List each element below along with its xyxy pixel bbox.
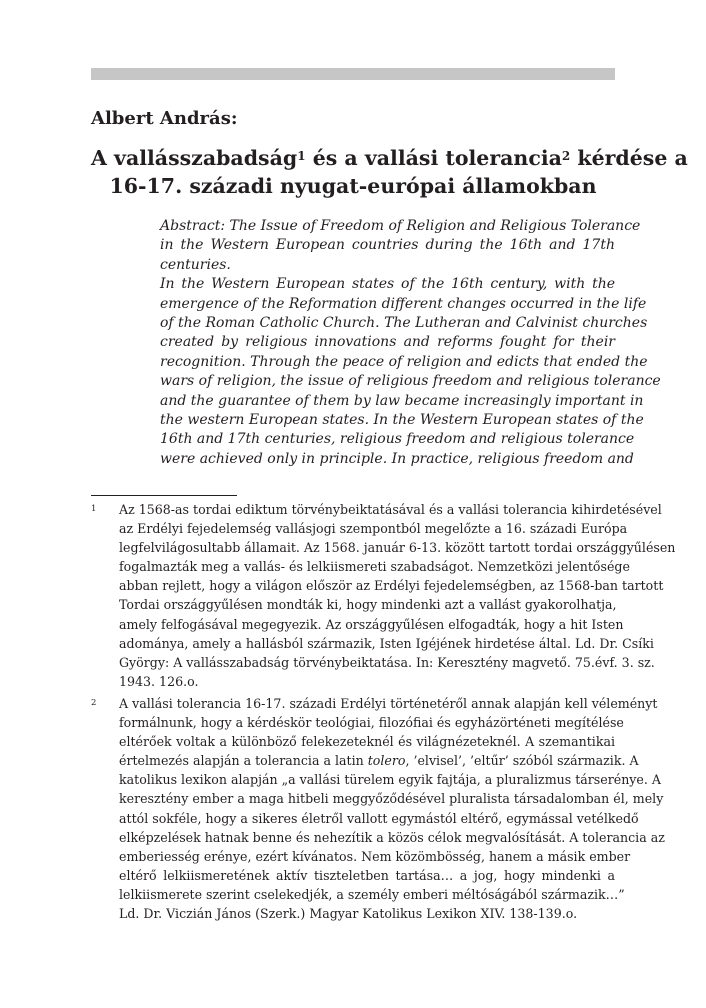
article-title (91, 144, 688, 200)
abstract-line: centuries. (160, 256, 231, 273)
title-text: kérdése a (570, 146, 688, 170)
abstract-line: were achieved only in principle. In practice, religious freedom and (160, 450, 634, 467)
footnote-line: eltérőek voltak a különböző felekezeteknél és világnézeteknél. A szemantikai (119, 734, 615, 750)
title-line-1 (91, 144, 688, 172)
footnote-line: amely felfogásával megegyezik. Az országgyűlésen elfogadták, hogy a hit Isten (119, 616, 624, 632)
title-line-2: 16-17. századi nyugat-európai államokban (109, 174, 597, 198)
title-text: A vallásszabadság (91, 146, 298, 170)
footnote-line: elképzelések hatnak benne és nehezítik a közös célok megvalósítását. A tolerancia az (119, 829, 665, 845)
abstract-line: and the guarantee of them by law became increasingly important in (160, 392, 644, 409)
author-name: Albert András: (91, 108, 238, 129)
footnote-line: adománya, amely a hallásból származik, Isten Igéjének hirdetése által. Ld. Dr. Csíki (119, 635, 654, 651)
abstract (160, 217, 661, 469)
footnote-line: 1943. 126.o. (119, 673, 199, 689)
footnote-ref-1[interactable]: 1 (297, 149, 306, 163)
abstract-line: the western European states. In the Western European states of the (160, 412, 644, 429)
latin-term: tolero (367, 753, 406, 769)
footnote-2 (91, 694, 665, 923)
abstract-line: In the Western European states of the 16th century, with the (160, 276, 615, 293)
header-rule (91, 68, 615, 80)
footnote-1 (91, 500, 676, 691)
footnote-line: abban rejlett, hogy a világon először az Erdélyi fejedelemségben, az 1568-ban tartott (119, 578, 664, 594)
footnote-line: fogalmazták meg a vallás- és lelkiismereti szabadságot. Nemzetközi jelentősége (119, 559, 630, 575)
footnote-line: Ld. Dr. Viczián János (Szerk.) Magyar Katolikus Lexikon XIV. 138-139.o. (119, 905, 578, 921)
abstract-line: 16th and 17th centuries, religious freedom and religious tolerance (160, 431, 635, 448)
abstract-line: of the Roman Catholic Church. The Lutheran and Calvinist churches (160, 315, 648, 332)
footnote-ref-2[interactable]: 2 (561, 149, 571, 163)
footnote-line: emberiesség erénye, ezért kívánatos. Nem közömbösség, hanem a másik ember (119, 848, 631, 864)
abstract-line: wars of religion, the issue of religious freedom and religious tolerance (160, 373, 661, 390)
footnote-line: Tordai országgyűlésen mondták ki, hogy mindenki azt a vallást gyakorolhatja, (119, 597, 617, 613)
footnote-line: keresztény ember a maga hitbeli meggyőződésével pluralista társadalomban él, mely (119, 791, 664, 807)
footnote-line: értelmezés alapján a tolerancia a latin tolero, ’elvisel’, ’eltűr’ szóból származik. A (119, 753, 639, 769)
abstract-line: Abstract: The Issue of Freedom of Religion and Religious Tolerance (160, 218, 641, 234)
footnote-number: 1 (91, 504, 97, 514)
footnote-line: attól sokféle, hogy a sikeres életről vallott egymástól eltérő, egymással vetélkedő (119, 810, 639, 826)
footnote-line: A vallási tolerancia 16-17. századi Erdélyi történetéről annak alapján kell véleményt (119, 695, 658, 711)
footnote-line: Az 1568-as tordai ediktum törvénybeiktatásával és a vallási tolerancia kihirdetésével (119, 502, 662, 517)
footnote-number: 2 (91, 697, 97, 708)
footnote-line: katolikus lexikon alapján „a vallási türelem egyik fajtája, a pluralizmus társerénye. A (119, 772, 661, 788)
footnote-line: György: A vallásszabadság törvénybeiktatása. In: Keresztény magvető. 75.évf. 3. sz. (119, 654, 655, 670)
abstract-line: created by religious innovations and reforms fought for their (160, 334, 615, 351)
abstract-line: recognition. Through the peace of religion and edicts that ended the (160, 353, 648, 370)
footnotes (91, 500, 676, 926)
abstract-line: emergence of the Reformation different changes occurred in the life (160, 295, 647, 312)
footnote-line: az Erdélyi fejedelemség vallásjogi szempontból megelőzte a 16. századi Európa (119, 521, 628, 537)
footnote-line: legfelvilágosultabb államait. Az 1568. január 6-13. között tartott tordai országgyűlésen (119, 540, 676, 556)
title-text: és a vallási tolerancia (305, 146, 562, 170)
abstract-line: in the Western European countries during the 16th and 17th (160, 237, 615, 254)
footnote-line: lelkiismerete szerint cselekedjék, a személy emberi méltóságából származik…” (119, 886, 625, 902)
footnote-line: formálnunk, hogy a kérdéskör teológiai, filozófiai és egyházörténeti megítélése (119, 715, 624, 731)
footnote-separator (91, 495, 237, 496)
footnote-line: eltérő lelkiismeretének aktív tiszteletben tartása… a jog, hogy mindenki a (119, 867, 615, 883)
